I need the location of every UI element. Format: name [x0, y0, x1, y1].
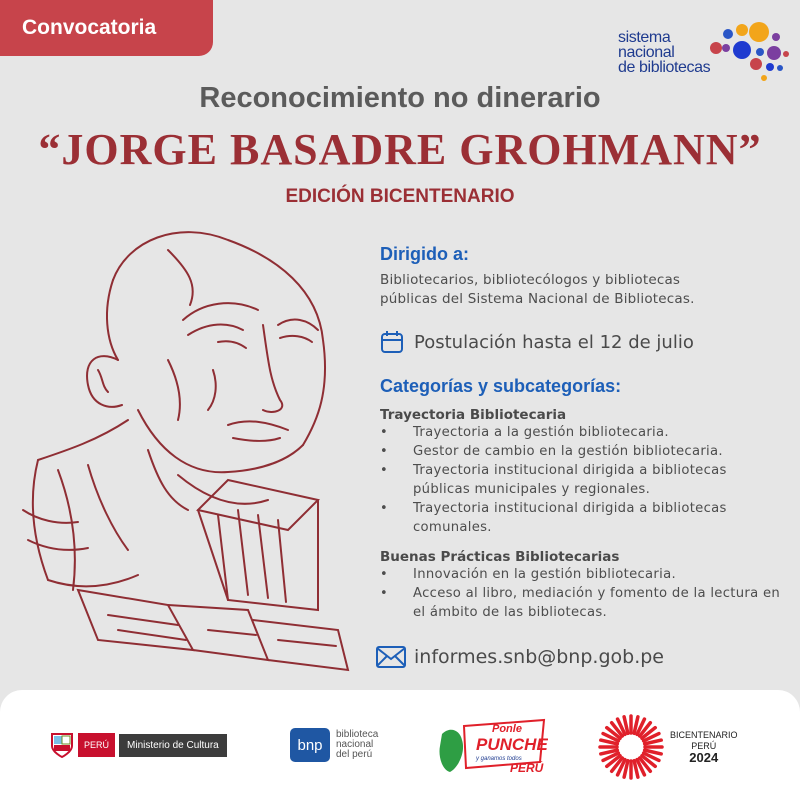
group-trayectoria-title: Trayectoria Bibliotecaria [380, 407, 567, 423]
ministerio-cultura-logo [50, 732, 227, 758]
dirigido-section [380, 244, 780, 309]
dirigido-text [380, 271, 780, 309]
jorge-basadre-portrait-illustration [18, 210, 368, 680]
list-item: • Trayectoria institucional dirigida a bibliotecas públicas municipales y regionales. [380, 461, 785, 499]
ponle-punche-logo [436, 712, 548, 780]
list-item: • Innovación en la gestión bibliotecaria. [380, 565, 785, 584]
ministerio-label: Ministerio de Cultura [119, 734, 227, 757]
logo-line-3: de bibliotecas [618, 59, 711, 76]
title-edicion: EDICIÓN BICENTENARIO [285, 186, 515, 207]
bnp-line-2: nacional [336, 739, 374, 750]
categories-section [380, 376, 785, 622]
peru-label: PERÚ [78, 733, 115, 757]
group-buenas-practicas-list [380, 565, 785, 622]
deadline-text: Postulación hasta el 12 de julio [414, 331, 694, 353]
bicent-line-1: BICENTENARIO [670, 729, 738, 740]
dirigido-line-2: públicas del Sistema Nacional de Bibliotecas. [380, 291, 695, 307]
ponle-word: Ponle [492, 723, 522, 735]
list-item: • Trayectoria institucional dirigida a bibliotecas comunales. [380, 499, 785, 537]
title-jorge-basadre: “JORGE BASADRE GROHMANN” [38, 125, 762, 174]
list-item: • Trayectoria a la gestión bibliotecaria. [380, 423, 785, 442]
bnp-logo [290, 728, 378, 762]
ganamos-word: y ganamos todos [476, 756, 522, 762]
bicent-year: 2024 [689, 749, 719, 765]
bnp-line-3: del perú [336, 749, 373, 760]
dirigido-heading: Dirigido a: [380, 244, 469, 264]
bicentenario-sun-icon [598, 714, 664, 780]
group-buenas-practicas-title: Buenas Prácticas Bibliotecarias [380, 549, 620, 565]
bicent-line-2: PERÚ [691, 740, 717, 751]
peru-word: PERÚ [510, 761, 544, 775]
calendar-icon [380, 330, 404, 354]
logo-line-2: nacional [618, 44, 675, 61]
categories-heading: Categorías y subcategorías: [380, 376, 622, 396]
email-link[interactable]: informes.snb@bnp.gob.pe [414, 646, 664, 668]
email-row[interactable] [376, 646, 664, 668]
mail-icon [376, 646, 406, 668]
punche-word: PUNCHE [476, 735, 548, 754]
group-trayectoria-list [380, 423, 785, 537]
bicentenario-logo [598, 714, 738, 780]
footer-logos [0, 690, 800, 800]
convocatoria-tag: Convocatoria [0, 0, 213, 56]
title-line-1: Reconocimiento no dinerario [199, 82, 601, 114]
logo-line-1: sistema [618, 29, 671, 46]
bnp-line-1: biblioteca [336, 729, 379, 740]
list-item: • Acceso al libro, mediación y fomento de la lectura en el ámbito de las bibliotecas. [380, 584, 785, 622]
deadline-row [380, 330, 694, 354]
peru-shield-icon [50, 732, 74, 758]
list-item: • Gestor de cambio en la gestión bibliotecaria. [380, 442, 785, 461]
dirigido-line-1: Bibliotecarios, bibliotecólogos y bibliotecas [380, 272, 681, 288]
bnp-box: bnp [290, 728, 330, 762]
dots-logo-icon [694, 20, 790, 90]
